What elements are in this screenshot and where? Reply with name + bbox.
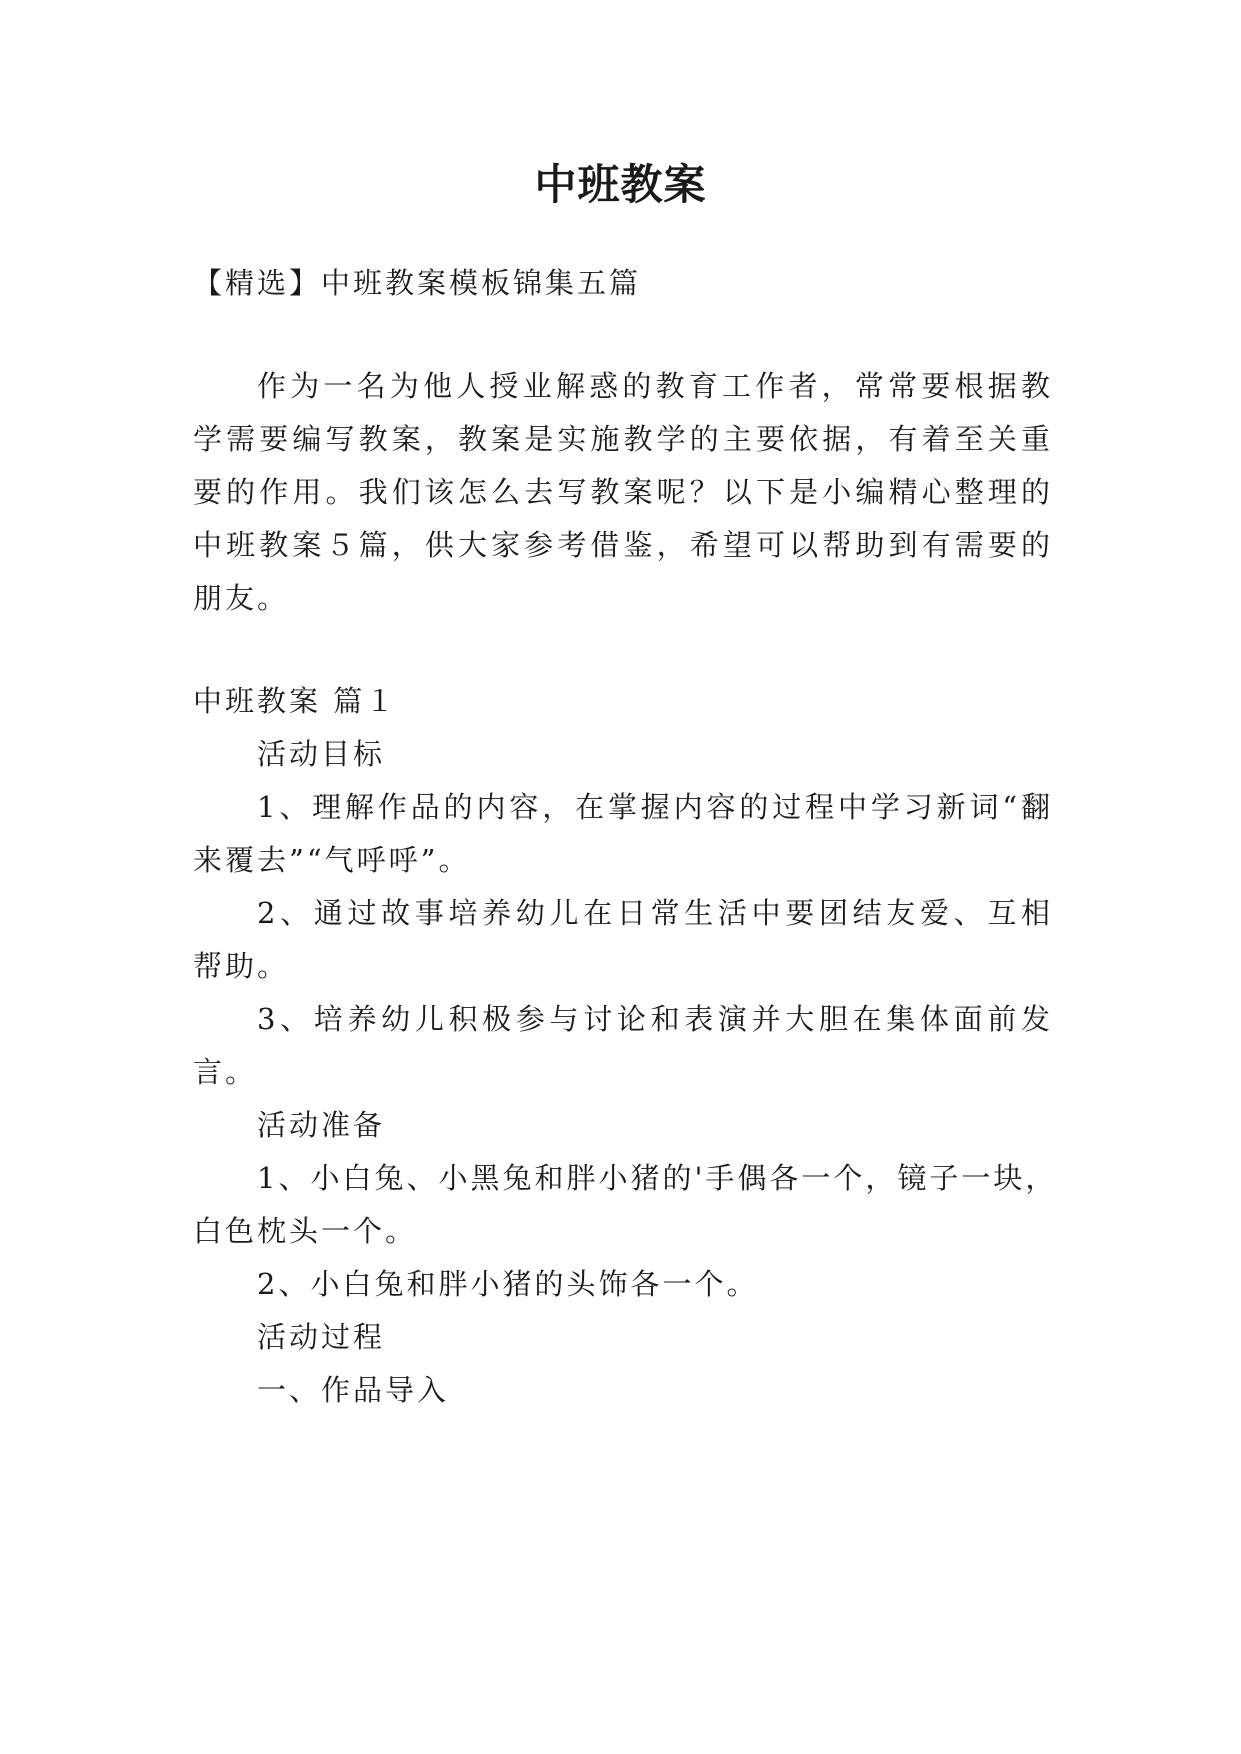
goals-heading: 活动目标 bbox=[257, 737, 386, 771]
document-title: 中班教案 bbox=[534, 160, 707, 209]
goal-2-line-1: 2、通过故事培养幼儿在日常生活中要团结友爱、互相 bbox=[257, 896, 1053, 930]
intro-paragraph-line-3: 要的作用。我们该怎么去写教案呢？以下是小编精心整理的 bbox=[193, 475, 1053, 509]
process-heading: 活动过程 bbox=[257, 1320, 386, 1354]
intro-paragraph-line-1: 作为一名为他人授业解惑的教育工作者，常常要根据教 bbox=[257, 369, 1053, 403]
intro-paragraph-line-5: 朋友。 bbox=[193, 581, 290, 615]
goal-1-line-2: 来覆去”“气呼呼”。 bbox=[193, 843, 471, 877]
intro-paragraph-line-4: 中班教案５篇，供大家参考借鉴，希望可以帮助到有需要的 bbox=[193, 528, 1053, 562]
goal-3-line-2: 言。 bbox=[193, 1055, 258, 1089]
prep-1-line-1: 1、小白兔、小黑兔和胖小猪的'手偶各一个，镜子一块， bbox=[257, 1161, 1058, 1195]
goal-2-line-2: 帮助。 bbox=[193, 949, 290, 983]
prep-2: 2、小白兔和胖小猪的头饰各一个。 bbox=[257, 1267, 759, 1301]
prep-1-line-2: 白色枕头一个。 bbox=[193, 1214, 418, 1248]
intro-paragraph-line-2: 学需要编写教案，教案是实施教学的主要依据，有着至关重 bbox=[193, 422, 1053, 456]
section-heading: 中班教案 篇１ bbox=[193, 684, 398, 718]
goal-3-line-1: 3、培养幼儿积极参与讨论和表演并大胆在集体面前发 bbox=[257, 1002, 1053, 1036]
process-step-1: 一、作品导入 bbox=[257, 1373, 450, 1407]
document-subtitle: 【精选】中班教案模板锦集五篇 bbox=[193, 266, 642, 300]
goal-1-line-1: 1、理解作品的内容，在掌握内容的过程中学习新词“翻 bbox=[257, 790, 1053, 824]
preparation-heading: 活动准备 bbox=[257, 1108, 386, 1142]
